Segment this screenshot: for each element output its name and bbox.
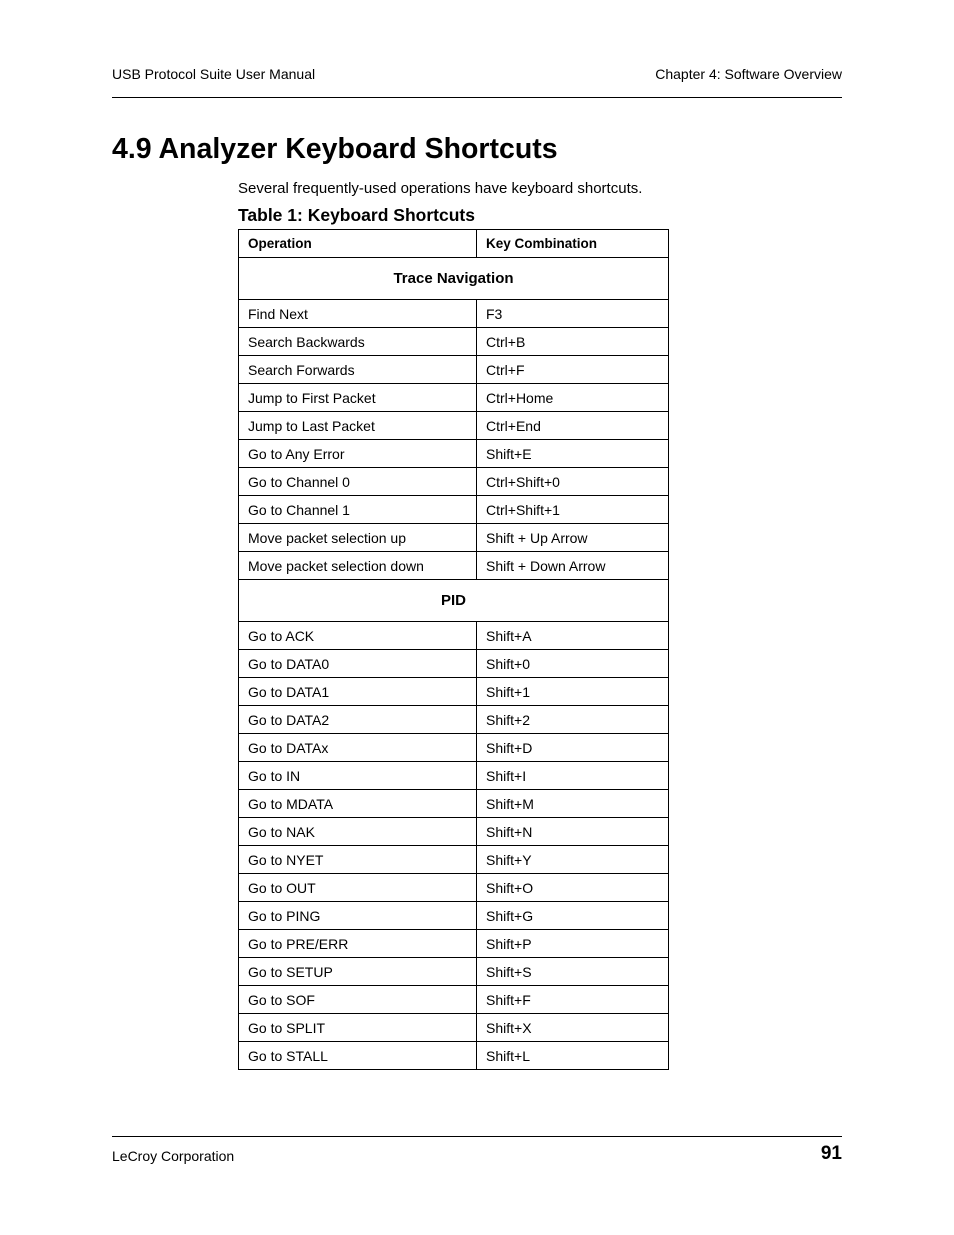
key-combination-cell: Shift+F — [477, 986, 669, 1014]
operation-cell: Go to OUT — [239, 874, 477, 902]
key-combination-cell: Ctrl+End — [477, 412, 669, 440]
table-row — [239, 412, 669, 440]
table-caption: Table 1: Keyboard Shortcuts — [238, 205, 475, 225]
operation-cell: Search Backwards — [239, 328, 477, 356]
operation-cell: Go to SETUP — [239, 958, 477, 986]
table-row — [239, 384, 669, 412]
operation-cell: Jump to Last Packet — [239, 412, 477, 440]
header-divider — [112, 97, 842, 98]
operation-cell: Go to Any Error — [239, 440, 477, 468]
column-header-key-combination: Key Combination — [477, 230, 669, 258]
key-combination-cell: Ctrl+Home — [477, 384, 669, 412]
table-row — [239, 328, 669, 356]
keyboard-shortcuts-table — [238, 229, 669, 1070]
table-row — [239, 818, 669, 846]
key-combination-cell: Ctrl+Shift+0 — [477, 468, 669, 496]
section-header-row — [239, 258, 669, 300]
table-row — [239, 650, 669, 678]
key-combination-cell: Shift+1 — [477, 678, 669, 706]
operation-cell: Go to STALL — [239, 1042, 477, 1070]
section-title-cell: Trace Navigation — [239, 258, 669, 300]
operation-cell: Go to DATA2 — [239, 706, 477, 734]
intro-paragraph: Several frequently-used operations have keyboard shortcuts. — [238, 180, 643, 197]
key-combination-cell: Ctrl+B — [477, 328, 669, 356]
key-combination-cell: Shift + Down Arrow — [477, 552, 669, 580]
key-combination-cell: Shift+D — [477, 734, 669, 762]
key-combination-cell: Shift+2 — [477, 706, 669, 734]
operation-cell: Go to NYET — [239, 846, 477, 874]
table-row — [239, 846, 669, 874]
key-combination-cell: Shift+O — [477, 874, 669, 902]
operation-cell: Go to SOF — [239, 986, 477, 1014]
operation-cell: Go to DATA0 — [239, 650, 477, 678]
table-row — [239, 986, 669, 1014]
operation-cell: Go to MDATA — [239, 790, 477, 818]
section-title-cell: PID — [239, 580, 669, 622]
table-row — [239, 356, 669, 384]
key-combination-cell: Shift+P — [477, 930, 669, 958]
key-combination-cell: Shift+E — [477, 440, 669, 468]
page-number: 91 — [820, 1143, 842, 1164]
key-combination-cell: Shift+A — [477, 622, 669, 650]
table-row — [239, 300, 669, 328]
table-row — [239, 1042, 669, 1070]
section-header-row — [239, 580, 669, 622]
table-row — [239, 902, 669, 930]
key-combination-cell: Shift+Y — [477, 846, 669, 874]
table-row — [239, 552, 669, 580]
key-combination-cell: Shift+N — [477, 818, 669, 846]
key-combination-cell: Shift+L — [477, 1042, 669, 1070]
key-combination-cell: Shift+0 — [477, 650, 669, 678]
key-combination-cell: Shift+S — [477, 958, 669, 986]
table-row — [239, 790, 669, 818]
table-header-row — [239, 230, 669, 258]
table-row — [239, 440, 669, 468]
table-row — [239, 734, 669, 762]
table-body — [239, 258, 669, 1070]
operation-cell: Go to PRE/ERR — [239, 930, 477, 958]
table-row — [239, 622, 669, 650]
footer-company: LeCroy Corporation — [112, 1148, 235, 1164]
column-header-operation: Operation — [239, 230, 477, 258]
table-row — [239, 930, 669, 958]
operation-cell: Go to PING — [239, 902, 477, 930]
operation-cell: Go to SPLIT — [239, 1014, 477, 1042]
operation-cell: Move packet selection up — [239, 524, 477, 552]
running-header-chapter: Chapter 4: Software Overview — [655, 66, 842, 82]
operation-cell: Go to DATAx — [239, 734, 477, 762]
table-row — [239, 874, 669, 902]
table-row — [239, 678, 669, 706]
key-combination-cell: Shift + Up Arrow — [477, 524, 669, 552]
operation-cell: Go to Channel 1 — [239, 496, 477, 524]
operation-cell: Go to ACK — [239, 622, 477, 650]
key-combination-cell: Shift+I — [477, 762, 669, 790]
operation-cell: Search Forwards — [239, 356, 477, 384]
table-row — [239, 1014, 669, 1042]
operation-cell: Find Next — [239, 300, 477, 328]
table-row — [239, 496, 669, 524]
key-combination-cell: Shift+X — [477, 1014, 669, 1042]
footer-divider — [112, 1136, 842, 1137]
key-combination-cell: Ctrl+Shift+1 — [477, 496, 669, 524]
key-combination-cell: Ctrl+F — [477, 356, 669, 384]
running-header-title: USB Protocol Suite User Manual — [112, 66, 316, 82]
key-combination-cell: F3 — [477, 300, 669, 328]
table-row — [239, 958, 669, 986]
table-row — [239, 468, 669, 496]
table-row — [239, 524, 669, 552]
key-combination-cell: Shift+G — [477, 902, 669, 930]
table-row — [239, 706, 669, 734]
section-title: 4.9 Analyzer Keyboard Shortcuts — [112, 133, 558, 165]
operation-cell: Move packet selection down — [239, 552, 477, 580]
operation-cell: Go to NAK — [239, 818, 477, 846]
operation-cell: Go to Channel 0 — [239, 468, 477, 496]
operation-cell: Go to IN — [239, 762, 477, 790]
operation-cell: Go to DATA1 — [239, 678, 477, 706]
table-row — [239, 762, 669, 790]
key-combination-cell: Shift+M — [477, 790, 669, 818]
operation-cell: Jump to First Packet — [239, 384, 477, 412]
